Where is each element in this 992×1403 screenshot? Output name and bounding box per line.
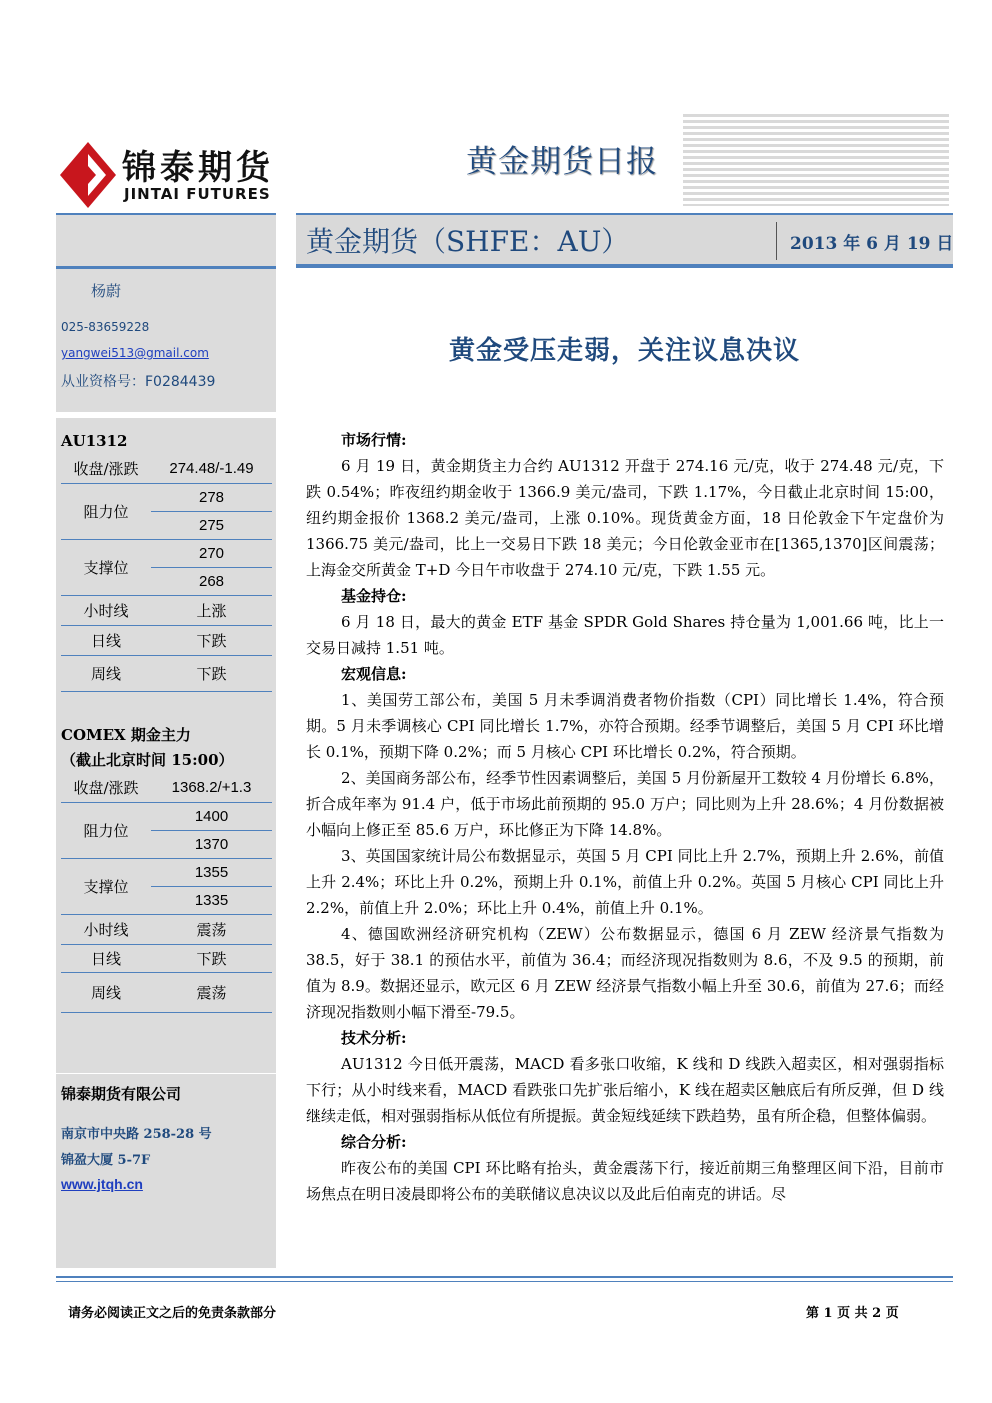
macro-paragraph-2: 2、美国商务部公布，经季节性因素调整后，美国 5 月份新屋开工数较 4 月份增长 6.8%，折合成年率为 91.4 户，低于市场此前预期的 95.0 万户；同比则为上升 28.6%；4 月份数据被小幅向上修正至 85.6 万户，环比修正为下降 14.8%。 bbox=[306, 769, 944, 839]
comex-price-table bbox=[61, 774, 272, 1013]
headline: 黄金受压走弱，关注议息决议 bbox=[448, 336, 800, 366]
support-value: 1355 bbox=[151, 858, 272, 886]
section-heading-summary: 综合分析: bbox=[341, 1133, 407, 1151]
section-heading-tech: 技术分析: bbox=[341, 1029, 407, 1047]
section-heading-fund: 基金持仓: bbox=[341, 587, 407, 605]
resistance-value: 1400 bbox=[151, 802, 272, 830]
page-number: 第 1 页 共 2 页 bbox=[806, 1306, 899, 1321]
support-label: 支撑位 bbox=[61, 539, 151, 595]
support-label: 支撑位 bbox=[61, 858, 151, 914]
hourly-label: 小时线 bbox=[61, 595, 151, 625]
weekly-label: 周线 bbox=[61, 655, 151, 691]
close-label: 收盘/涨跌 bbox=[61, 455, 151, 483]
report-date: 2013 年 6 月 19 日 bbox=[790, 234, 954, 254]
comex-table-subtitle: （截止北京时间 15:00） bbox=[61, 751, 234, 769]
report-body bbox=[306, 427, 944, 1207]
macro-paragraph-3: 3、英国国家统计局公布数据显示，英国 5 月 CPI 同比上升 2.7%，预期上升 2.6%，前值上升 2.4%；环比上升 0.2%，预期上升 0.1%，前值上升 0.2%。英国 5 月核心 CPI 同比上升 2.2%，前值上升 2.0%；环比上升 0.4%，前值上升 0.1%。 bbox=[306, 847, 944, 917]
section-heading-market: 市场行情: bbox=[341, 431, 407, 449]
resistance-label: 阻力位 bbox=[61, 483, 151, 539]
table-row bbox=[61, 858, 272, 886]
resistance-value: 278 bbox=[151, 483, 272, 511]
sidebar-rule bbox=[56, 213, 276, 215]
close-value: 274.48/-1.49 bbox=[151, 455, 272, 483]
daily-label: 日线 bbox=[61, 625, 151, 655]
table-row bbox=[61, 625, 272, 655]
company-address-line2: 锦盈大厦 5-7F bbox=[61, 1153, 151, 1168]
weekly-value: 震荡 bbox=[151, 972, 272, 1012]
footer-rule bbox=[56, 1276, 953, 1278]
table-row bbox=[61, 655, 272, 691]
daily-value: 下跌 bbox=[151, 625, 272, 655]
table-row bbox=[61, 972, 272, 1012]
sidebar-rule bbox=[56, 266, 276, 269]
sidebar-gap bbox=[56, 412, 276, 418]
analyst-name: 杨蔚 bbox=[91, 282, 122, 300]
table-row bbox=[61, 774, 272, 802]
market-paragraph: 6 月 19 日，黄金期货主力合约 AU1312 开盘于 274.16 元/克，收于 274.48 元/克，下跌 0.54%；昨夜纽约期金收于 1366.9 美元/盎司，下跌 1.17%，今日截止北京时间 15:00，纽约期金报价 1368.2 美元/盎司，上涨 0.10%。现货黄金方面，18 日伦敦金下午定盘价为 1366.75 美元/盎司，比上一交易日下跌 18 美元；今日伦敦金亚市在[1365,1370]区间震荡；上海金交所黄金 T+D 今日午市收盘于 274.10 元/克，下跌 1.55 元。 bbox=[306, 457, 944, 579]
section-heading-macro: 宏观信息: bbox=[341, 665, 407, 683]
hourly-label: 小时线 bbox=[61, 914, 151, 944]
title-stripes bbox=[683, 114, 949, 206]
footer-disclaimer: 请务必阅读正文之后的免责条款部分 bbox=[68, 1306, 277, 1321]
table-row bbox=[61, 914, 272, 944]
au-price-table bbox=[61, 455, 272, 692]
analyst-license: 从业资格号：F0284439 bbox=[61, 374, 216, 390]
fund-paragraph: 6 月 18 日，最大的黄金 ETF 基金 SPDR Gold Shares 持仓量为 1,001.66 吨，比上一交易日减持 1.51 吨。 bbox=[306, 613, 944, 657]
company-website-link[interactable]: www.jtqh.cn bbox=[61, 1176, 143, 1192]
daily-value: 下跌 bbox=[151, 944, 272, 972]
table-row bbox=[61, 483, 272, 511]
analyst-phone: 025-83659228 bbox=[61, 320, 150, 334]
tech-paragraph: AU1312 今日低开震荡，MACD 看多张口收缩，K 线和 D 线跌入超卖区，相对强弱指标下行；从小时线来看，MACD 看跌张口先扩张后缩小，K 线在超卖区触底后有所反弹，但 D 线继续走低，相对强弱指标从低位有所提振。黄金短线延续下跌趋势，虽有所企稳，但整体偏弱。 bbox=[306, 1055, 944, 1125]
support-value: 1335 bbox=[151, 886, 272, 914]
logo-text-en: JINTAI FUTURES bbox=[124, 185, 271, 203]
support-value: 268 bbox=[151, 567, 272, 595]
weekly-value: 下跌 bbox=[151, 655, 272, 691]
band-divider bbox=[776, 222, 777, 260]
logo-text-cn: 锦泰期货 bbox=[122, 148, 274, 188]
au-table-title: AU1312 bbox=[61, 432, 128, 450]
close-value: 1368.2/+1.3 bbox=[151, 774, 272, 802]
table-row bbox=[61, 595, 272, 625]
company-address-line1: 南京市中央路 258-28 号 bbox=[61, 1127, 212, 1142]
report-title: 黄金期货日报 bbox=[466, 144, 658, 180]
logo-mark-icon bbox=[58, 140, 118, 210]
hourly-value: 上涨 bbox=[151, 595, 272, 625]
analyst-email-link[interactable]: yangwei513@gmail.com bbox=[61, 346, 209, 360]
macro-paragraph-4: 4、德国欧洲经济研究机构（ZEW）公布数据显示，德国 6 月 ZEW 经济景气指数为 38.5，好于 38.1 的预估水平，前值为 36.4；而经济现况指数则为 8.6，不及 9.5 的预期，前值为 8.9。数据还显示，欧元区 6 月 ZEW 经济景气指数小幅上升至 30.6，前值为 27.6；而经济现况指数则小幅下滑至-79.5。 bbox=[306, 925, 944, 1021]
table-row bbox=[61, 455, 272, 483]
daily-label: 日线 bbox=[61, 944, 151, 972]
sidebar-divider bbox=[56, 1073, 276, 1074]
table-row bbox=[61, 944, 272, 972]
table-row bbox=[61, 802, 272, 830]
resistance-value: 275 bbox=[151, 511, 272, 539]
company-name: 锦泰期货有限公司 bbox=[61, 1085, 182, 1103]
hourly-value: 震荡 bbox=[151, 914, 272, 944]
support-value: 270 bbox=[151, 539, 272, 567]
comex-table-title: COMEX 期金主力 bbox=[61, 726, 191, 744]
macro-paragraph-1: 1、美国劳工部公布，美国 5 月未季调消费者物价指数（CPI）同比增长 1.4%，符合预期。5 月未季调核心 CPI 同比增长 1.7%，亦符合预期。经季节调整后，美国 5 月 CPI 环比增长 0.1%，预期下降 0.2%；而 5 月核心 CPI 环比增长 0.2%，符合预期。 bbox=[306, 691, 944, 761]
summary-paragraph: 昨夜公布的美国 CPI 环比略有抬头，黄金震荡下行，接近前期三角整理区间下沿，目前市场焦点在明日凌晨即将公布的美联储议息决议以及此后伯南克的讲话。尽 bbox=[306, 1159, 944, 1203]
footer-rule bbox=[56, 1281, 953, 1282]
weekly-label: 周线 bbox=[61, 972, 151, 1012]
resistance-label: 阻力位 bbox=[61, 802, 151, 858]
resistance-value: 1370 bbox=[151, 830, 272, 858]
close-label: 收盘/涨跌 bbox=[61, 774, 151, 802]
product-name: 黄金期货（SHFE：AU） bbox=[306, 225, 630, 258]
table-row bbox=[61, 539, 272, 567]
